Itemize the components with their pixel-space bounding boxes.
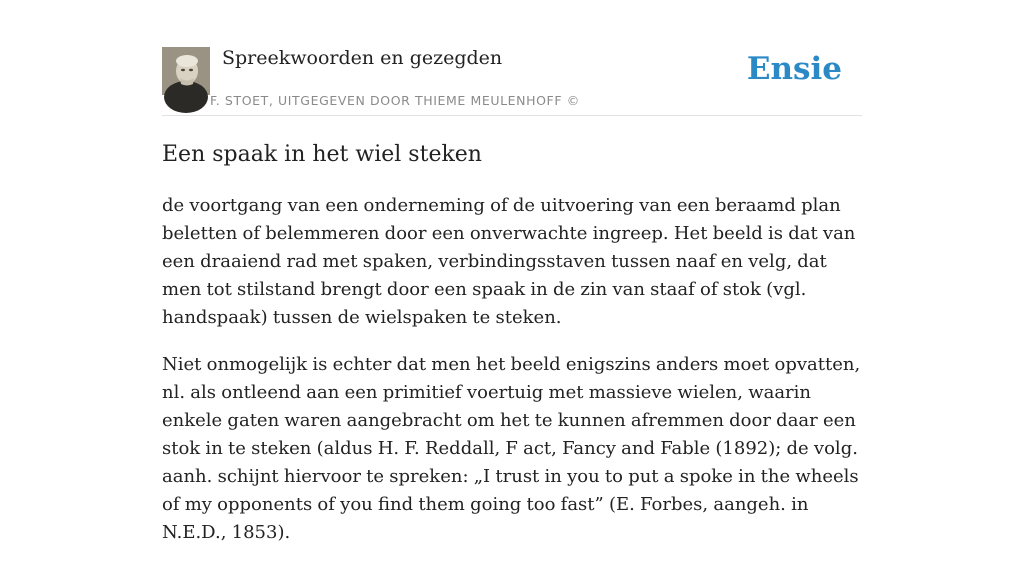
entry-headword: Een spaak in het wiel steken [162,142,482,167]
entry-header [162,0,862,116]
author-portrait-icon [162,47,210,95]
entry-paragraph: de voortgang van een onderneming of de uitvoering van een beraamd plan beletten of belemmeren door een onverwachte ingreep. Het beeld is dat van een draaiend rad met spaken, verbindingsstaven tussen naaf en velg, dat men tot stilstand brengt door een spaak in de zin van staaf of stok (vgl. handspaak) tussen de wielspaken te steken. [162,195,856,328]
dictionary-source: F. STOET, UITGEGEVEN DOOR THIEME MEULENHOFF © [210,93,580,108]
entry-card [162,0,862,543]
ensie-logo-link[interactable]: Ensie [746,51,842,87]
dictionary-title[interactable]: Spreekwoorden en gezegden [222,47,503,69]
entry-body [162,192,862,566]
entry-paragraph: Niet onmogelijk is echter dat men het beeld enigszins anders moet opvatten, nl. als ontleend aan een primitief voertuig met massieve wielen, waarin enkele gaten waren aangebracht om het te kunnen afremmen door daar een stok in te steken (aldus H. F. Reddall, F act, Fancy and Fable (1892); de volg. aanh. schijnt hiervoor te spreken: „I trust in you to put a spoke in the wheels of my opponents of you find them going too fast” (E. Forbes, aangeh. in N.E.D., 1853). [162,354,861,543]
